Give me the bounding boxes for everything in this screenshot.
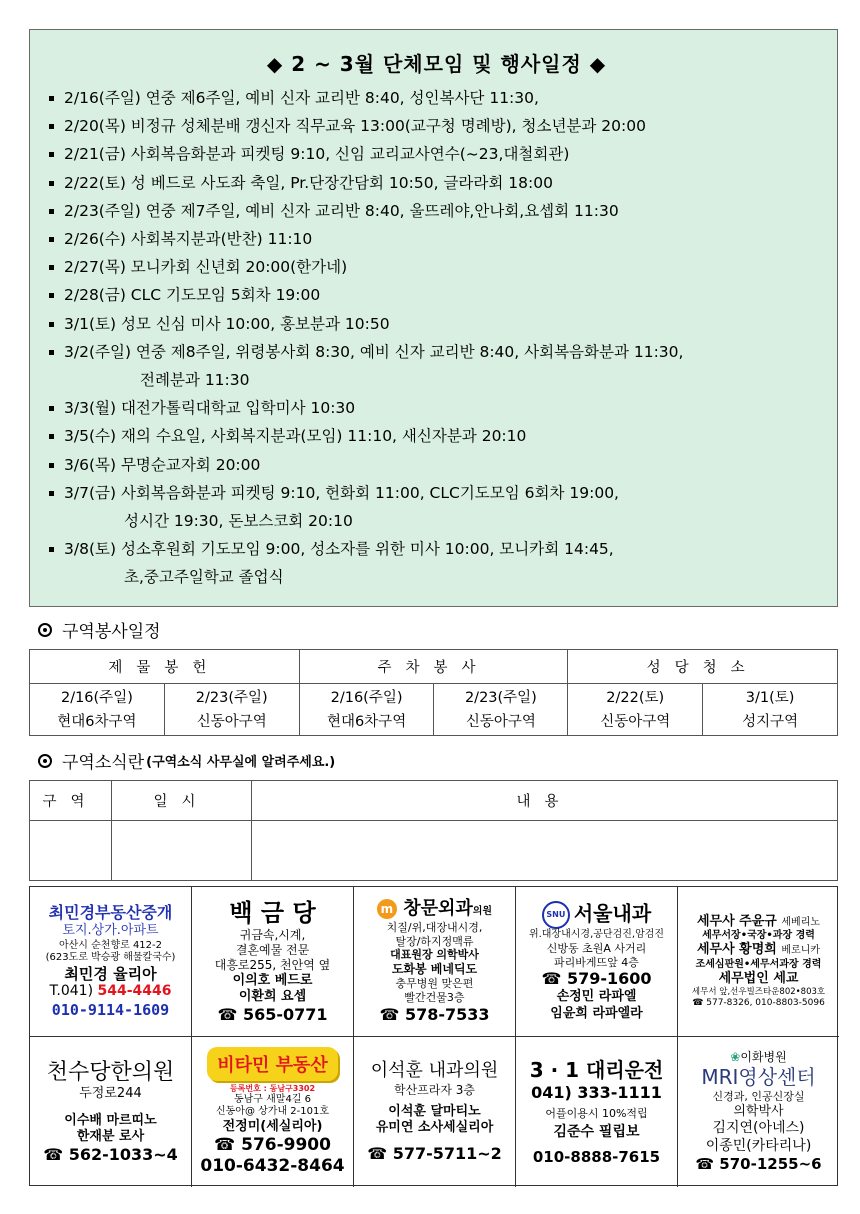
- hospital-logo-icon: ❀: [730, 1050, 741, 1065]
- service-group-header: 제물봉헌: [30, 650, 300, 684]
- news-cell: [252, 821, 838, 881]
- service-heading: 구역봉사일정: [38, 617, 161, 642]
- ad-vitamin-realestate: 비타민 부동산 등록번호 : 동남구3302 동남구 새말4길 6 신동아@ 상가내 2-101호 전정미(세실리아) ☎ 576-9900 010-6432-8464: [192, 1037, 354, 1187]
- service-cell: 2/22(토) 신동아구역: [568, 684, 703, 736]
- service-cell: 2/23(주일) 신동아구역: [434, 684, 568, 736]
- news-col-header: 구역: [30, 781, 112, 821]
- news-heading: 구역소식란 (구역소식 사무실에 알려주세요.): [38, 748, 335, 773]
- ad-seoul-internal: SNU 서울내과 위.대장내시경,공단검진,암검진 신방동 초원A 사거리 파리바게뜨앞 4층 ☎ 579-1600 손정민 라파엘 임윤희 라파엘라: [516, 887, 678, 1037]
- news-col-header: 일시: [112, 781, 252, 821]
- list-item: 3/6(목) 무명순교자회 20:00: [48, 451, 825, 479]
- target-bullet-icon: [38, 754, 52, 768]
- service-cell: 2/16(주일) 현대6차구역: [299, 684, 434, 736]
- news-table: [29, 780, 838, 881]
- list-item: 3/5(수) 재의 수요일, 사회복지분과(모임) 11:10, 새신자분과 20:10: [48, 422, 825, 450]
- list-item: 2/22(토) 성 베드로 사도좌 축일, Pr.단장간담회 10:50, 글라라회 18:00: [48, 169, 825, 197]
- ad-leeseokhoon-clinic: 이석훈 내과의원 학산프라자 3층 이석훈 달마티노 유미연 소사세실리아 ☎ 577-5711~2: [354, 1037, 516, 1187]
- list-item: 2/20(목) 비정규 성체분배 갱신자 직무교육 13:00(교구청 명례방), 청소년분과 20:00: [48, 112, 825, 140]
- service-group-header: 성당청소: [568, 650, 838, 684]
- list-item: 2/23(주일) 연중 제7주일, 예비 신자 교리반 8:40, 울뜨레야,안나회,요셉회 11:30: [48, 197, 825, 225]
- service-group-header: 주차봉사: [299, 650, 568, 684]
- list-item: 3/7(금) 사회복음화분과 피켓팅 9:10, 헌화회 11:00, CLC기도모임 6회차 19:00, 성시간 19:30, 돈보스코회 20:10: [48, 479, 825, 535]
- university-seal-icon: SNU: [542, 901, 570, 929]
- ad-31-designated-driver: 3 · 1 대리운전 041) 333-1111 어플이용시 10%적립 김준수 필립보 010-8888-7615: [516, 1037, 678, 1187]
- schedule-list: [48, 84, 825, 592]
- vitamin-logo: 비타민 부동산: [207, 1047, 338, 1081]
- schedule-box: [29, 29, 838, 607]
- list-item: 3/2(주일) 연중 제8주일, 위령봉사회 8:30, 예비 신자 교리반 8:40, 사회복음화분과 11:30, 전례분과 11:30: [48, 338, 825, 394]
- ad-changmun-surgery: m 창문외과의원 치질/위,대장내시경, 탈장/하지정맥류 대표원장 의학박사 도화봉 베네딕도 충무병원 맞은편 빨간건물3층 ☎ 578-7533: [354, 887, 516, 1037]
- ad-tax-office: 세무사 주윤규 세베리노 세무서장•국장•과장 경력 세무사 황명희 베로니카 조세심판원•세무서과장 경력 세무법인 세교 세무서 앞,선우빌즈타운802•803호 ☎ 577-8326, 010-8803-5096: [678, 887, 839, 1037]
- news-col-header: 내용: [252, 781, 838, 821]
- list-item: 2/16(주일) 연중 제6주일, 예비 신자 교리반 8:40, 성인복사단 11:30,: [48, 84, 825, 112]
- list-item: 3/3(월) 대전가톨릭대학교 입학미사 10:30: [48, 394, 825, 422]
- schedule-title: ◆ 2 ~ 3월 단체모임 및 행사일정 ◆: [266, 52, 607, 76]
- list-item: 2/21(금) 사회복음화분과 피켓팅 9:10, 신임 교리교사연수(~23,대철회관): [48, 140, 825, 168]
- target-bullet-icon: [38, 623, 52, 637]
- ad-cheonsudang: 천수당한의원 두정로244 이수배 마르띠노 한재분 로사 ☎ 562-1033~4: [30, 1037, 192, 1187]
- service-cell: 2/23(주일) 신동아구역: [164, 684, 299, 736]
- clinic-logo-icon: m: [377, 899, 397, 919]
- service-cell: 2/16(주일) 현대6차구역: [30, 684, 165, 736]
- list-item: 2/27(목) 모니카회 신년회 20:00(한가네): [48, 253, 825, 281]
- ad-realestate-choi: 최민경부동산중개 토지.상가.아파트 아산시 순천향로 412-2 (623도로 박승광 해물칼국수) 최민경 율리아 T.041) 544-4446 010-9114-1609: [30, 887, 192, 1037]
- ad-mri-center: ❀이화병원 MRI영상센터 신경과, 인공신장실 의학박사 김지연(아네스) 이종민(카타리나) ☎ 570-1255~6: [695, 1050, 822, 1174]
- list-item: 2/26(수) 사회복지분과(반찬) 11:10: [48, 225, 825, 253]
- ads-grid: [29, 886, 838, 1186]
- list-item: 3/1(토) 성모 신심 미사 10:00, 홍보분과 10:50: [48, 310, 825, 338]
- list-item: 2/28(금) CLC 기도모임 5회차 19:00: [48, 281, 825, 309]
- news-cell: [112, 821, 252, 881]
- news-cell: [30, 821, 112, 881]
- list-item: 3/8(토) 성소후원회 기도모임 9:00, 성소자를 위한 미사 10:00, 모니카회 14:45, 초,중고주일학교 졸업식: [48, 535, 825, 591]
- service-cell: 3/1(토) 성지구역: [703, 684, 838, 736]
- service-table: [29, 649, 838, 736]
- ad-baekgeumdang: 백 금 당 귀금속,시계, 결혼예물 전문 대흥로255, 천안역 옆 이의호 베드로 이환희 요셉 ☎ 565-0771: [192, 887, 354, 1037]
